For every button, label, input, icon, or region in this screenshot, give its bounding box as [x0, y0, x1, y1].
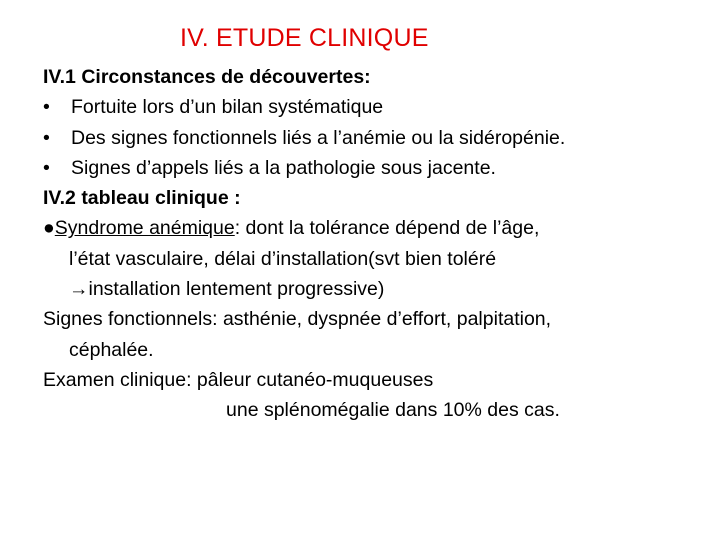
syndrome-line [43, 213, 713, 243]
section-1-heading: IV.1 Circonstances de découvertes: [43, 66, 371, 88]
bullet-icon: • [43, 156, 50, 179]
signes-fonctionnels-line-2: céphalée. [69, 338, 154, 361]
filled-circle-icon: ● [43, 217, 55, 240]
examen-clinique-line-1: Examen clinique: pâleur cutanéo-muqueuses [43, 368, 434, 391]
bullet-text: Fortuite lors d’un bilan systématique [71, 96, 384, 119]
bullet-icon: • [43, 126, 50, 149]
syndrome-continuation-2: →installation lentement progressive) [69, 278, 385, 301]
bullet-item [43, 153, 713, 183]
signes-fonctionnels-line-1: Signes fonctionnels: asthénie, dyspnée d’effort, palpitation, [43, 308, 552, 331]
syndrome-continuation-1: l’état vasculaire, délai d’installation(svt bien toléré [69, 247, 497, 270]
slide-title: IV. ETUDE CLINIQUE [180, 24, 429, 52]
bullet-item [43, 123, 713, 153]
section-2-heading: IV.2 tableau clinique : [43, 187, 241, 210]
syndrome-text: : dont la tolérance dépend de l’âge, [234, 217, 540, 240]
syndrome-label: Syndrome anémique [54, 217, 235, 240]
slide-body [43, 62, 713, 426]
bullet-text: Des signes fonctionnels liés a l’anémie ou la sidéropénie. [71, 126, 566, 149]
bullet-text: Signes d’appels liés a la pathologie sous jacente. [71, 156, 496, 179]
bullet-icon: • [43, 96, 50, 119]
examen-clinique-line-2: une splénomégalie dans 10% des cas. [226, 399, 560, 422]
bullet-item [43, 92, 713, 122]
